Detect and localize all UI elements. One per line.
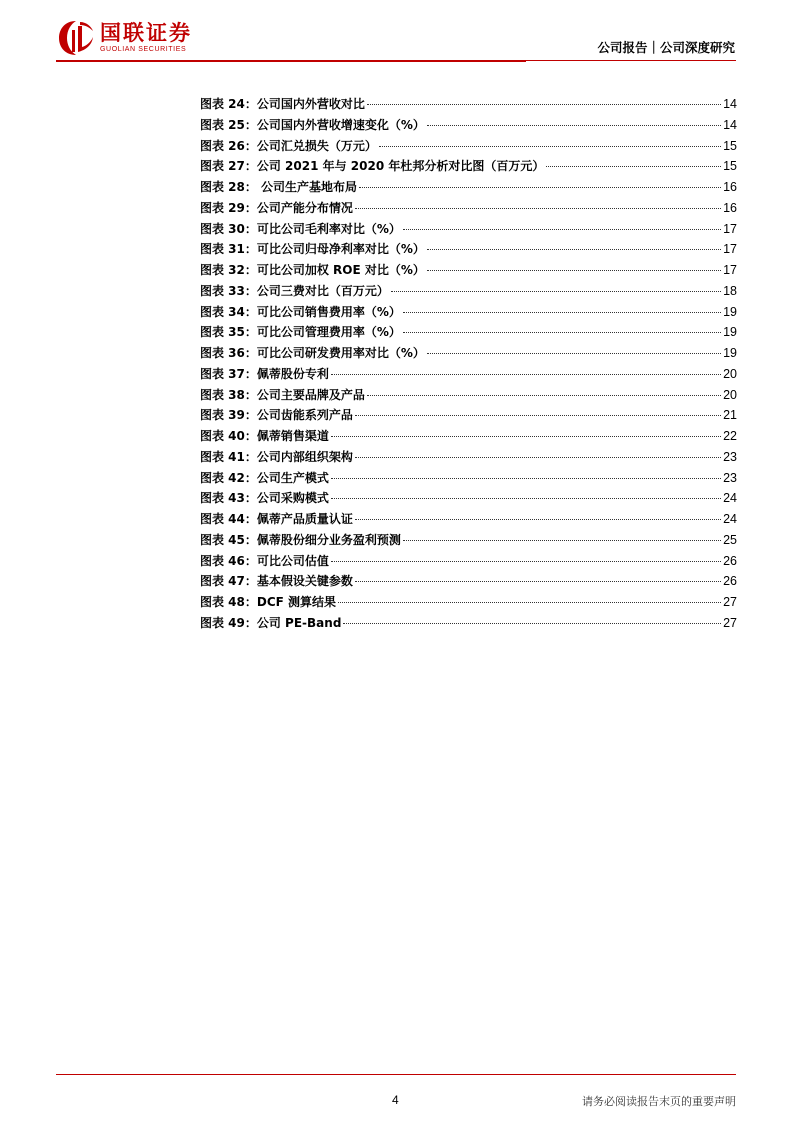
toc-dot-leader [359, 187, 721, 188]
toc-dot-leader [331, 561, 721, 562]
toc-entry-page: 23 [723, 449, 737, 464]
toc-entry[interactable] [200, 469, 737, 490]
toc-entry-label: 图表 42：公司生产模式 [200, 470, 329, 485]
toc-entry-label: 图表 34：可比公司销售费用率（%） [200, 304, 401, 319]
toc-entry-page: 24 [723, 512, 737, 526]
toc-entry-label: 图表 33：公司三费对比（百万元） [200, 283, 389, 298]
toc-dot-leader [355, 519, 721, 520]
toc-entry[interactable] [200, 427, 737, 448]
toc-dot-leader [427, 125, 721, 126]
company-logo [56, 18, 192, 58]
toc-entry-label: 图表 37：佩蒂股份专利 [200, 366, 329, 381]
toc-entry-label: 图表 29：公司产能分布情况 [200, 200, 353, 215]
toc-dot-leader [546, 166, 721, 167]
toc-entry-page: 14 [723, 117, 737, 132]
toc-dot-leader [403, 332, 721, 333]
toc-entry-label: 图表 24：公司国内外营收对比 [200, 97, 365, 111]
toc-entry-label: 图表 28： 公司生产基地布局 [200, 180, 358, 194]
toc-entry-page: 27 [723, 615, 737, 630]
toc-entry-label: 图表 43：公司采购模式 [200, 491, 329, 506]
toc-entry-label: 图表 46：可比公司估值 [200, 553, 329, 568]
toc-entry[interactable] [200, 365, 737, 386]
toc-entry-label: 图表 27：公司 2021 年与 2020 年杜邦分析对比图（百万元） [200, 159, 545, 174]
toc-dot-leader [331, 478, 721, 479]
toc-entry[interactable] [200, 531, 737, 552]
footer-divider [56, 1074, 736, 1075]
toc-entry[interactable] [200, 323, 737, 344]
toc-entry-page: 16 [723, 180, 737, 194]
toc-entry-label: 图表 31：可比公司归母净利率对比（%） [200, 242, 425, 257]
toc-entry[interactable] [200, 552, 737, 573]
page-number: 4 [392, 1093, 399, 1107]
toc-entry-label: 图表 32：可比公司加权 ROE 对比（%） [200, 263, 425, 277]
toc-entry-page: 20 [723, 366, 737, 381]
toc-entry[interactable] [200, 240, 737, 261]
toc-entry[interactable] [200, 386, 737, 407]
toc-entry[interactable] [200, 95, 737, 116]
toc-entry-label: 图表 49：公司 PE-Band [200, 615, 342, 630]
toc-entry-label: 图表 45：佩蒂股份细分业务盈利预测 [200, 532, 401, 547]
toc-entry-page: 19 [723, 325, 737, 340]
toc-entry[interactable] [200, 303, 737, 324]
toc-dot-leader [338, 602, 721, 603]
toc-entry[interactable] [200, 157, 737, 178]
toc-dot-leader [355, 457, 721, 458]
toc-dot-leader [427, 270, 721, 271]
toc-dot-leader [367, 104, 721, 105]
toc-dot-leader [343, 623, 721, 624]
toc-dot-leader [403, 229, 721, 230]
toc-entry-label: 图表 44：佩蒂产品质量认证 [200, 512, 353, 526]
toc-entry-page: 20 [723, 387, 737, 402]
toc-entry-page: 15 [723, 159, 737, 174]
logo-english-name: GUOLIAN SECURITIES [100, 46, 187, 53]
figure-index-list [200, 95, 737, 635]
toc-dot-leader [355, 208, 721, 209]
toc-entry-page: 26 [723, 553, 737, 568]
footer-disclaimer: 请务必阅读报告末页的重要声明 [582, 1095, 736, 1108]
toc-dot-leader [355, 415, 721, 416]
toc-entry[interactable] [200, 344, 737, 365]
toc-entry[interactable] [200, 572, 737, 593]
toc-dot-leader [367, 395, 721, 396]
toc-entry[interactable] [200, 510, 737, 531]
guolian-logo-icon [56, 18, 96, 58]
toc-dot-leader [427, 353, 721, 354]
page-header [0, 0, 793, 70]
toc-entry-label: 图表 36：可比公司研发费用率对比（%） [200, 346, 425, 360]
toc-entry-label: 图表 30：可比公司毛利率对比（%） [200, 221, 401, 236]
toc-entry[interactable] [200, 116, 737, 137]
toc-entry-page: 19 [723, 304, 737, 319]
toc-entry-label: 图表 47：基本假设关键参数 [200, 574, 353, 589]
toc-entry-page: 22 [723, 429, 737, 443]
toc-entry[interactable] [200, 282, 737, 303]
toc-entry-page: 21 [723, 408, 737, 423]
toc-entry-page: 15 [723, 138, 737, 153]
toc-entry-label: 图表 39：公司齿能系列产品 [200, 408, 353, 423]
toc-entry[interactable] [200, 137, 737, 158]
report-type: 公司报告｜公司深度研究 [597, 40, 735, 55]
toc-dot-leader [391, 291, 721, 292]
toc-entry[interactable] [200, 593, 737, 614]
toc-entry-label: 图表 48：DCF 测算结果 [200, 595, 337, 609]
toc-entry[interactable] [200, 614, 737, 635]
toc-entry-label: 图表 38：公司主要品牌及产品 [200, 387, 365, 402]
toc-dot-leader [331, 436, 721, 437]
toc-entry[interactable] [200, 178, 737, 199]
toc-entry-page: 18 [723, 283, 737, 298]
toc-entry-label: 图表 25：公司国内外营收增速变化（%） [200, 117, 425, 132]
toc-entry-page: 17 [723, 263, 737, 277]
toc-dot-leader [403, 540, 721, 541]
toc-entry-label: 图表 41：公司内部组织架构 [200, 449, 353, 464]
header-divider-accent [56, 61, 526, 62]
toc-entry-page: 26 [723, 574, 737, 589]
toc-entry-page: 23 [723, 470, 737, 485]
toc-entry-page: 17 [723, 242, 737, 257]
toc-entry[interactable] [200, 489, 737, 510]
toc-dot-leader [379, 146, 721, 147]
toc-entry[interactable] [200, 199, 737, 220]
toc-entry[interactable] [200, 220, 737, 241]
toc-entry-label: 图表 26：公司汇兑损失（万元） [200, 138, 377, 153]
toc-dot-leader [403, 312, 721, 313]
toc-entry-label: 图表 40：佩蒂销售渠道 [200, 429, 329, 443]
toc-entry-page: 27 [723, 595, 737, 609]
toc-dot-leader [331, 498, 721, 499]
toc-entry[interactable] [200, 448, 737, 469]
toc-entry[interactable] [200, 261, 737, 282]
toc-entry-page: 19 [723, 346, 737, 360]
toc-dot-leader [355, 581, 721, 582]
toc-entry[interactable] [200, 406, 737, 427]
toc-entry-page: 16 [723, 200, 737, 215]
toc-entry-page: 25 [723, 532, 737, 547]
toc-entry-page: 24 [723, 491, 737, 506]
logo-chinese-name: 国联证券 [100, 21, 192, 45]
toc-entry-page: 17 [723, 221, 737, 236]
toc-entry-label: 图表 35：可比公司管理费用率（%） [200, 325, 401, 340]
toc-dot-leader [331, 374, 721, 375]
toc-dot-leader [427, 249, 721, 250]
toc-entry-page: 14 [723, 97, 737, 111]
